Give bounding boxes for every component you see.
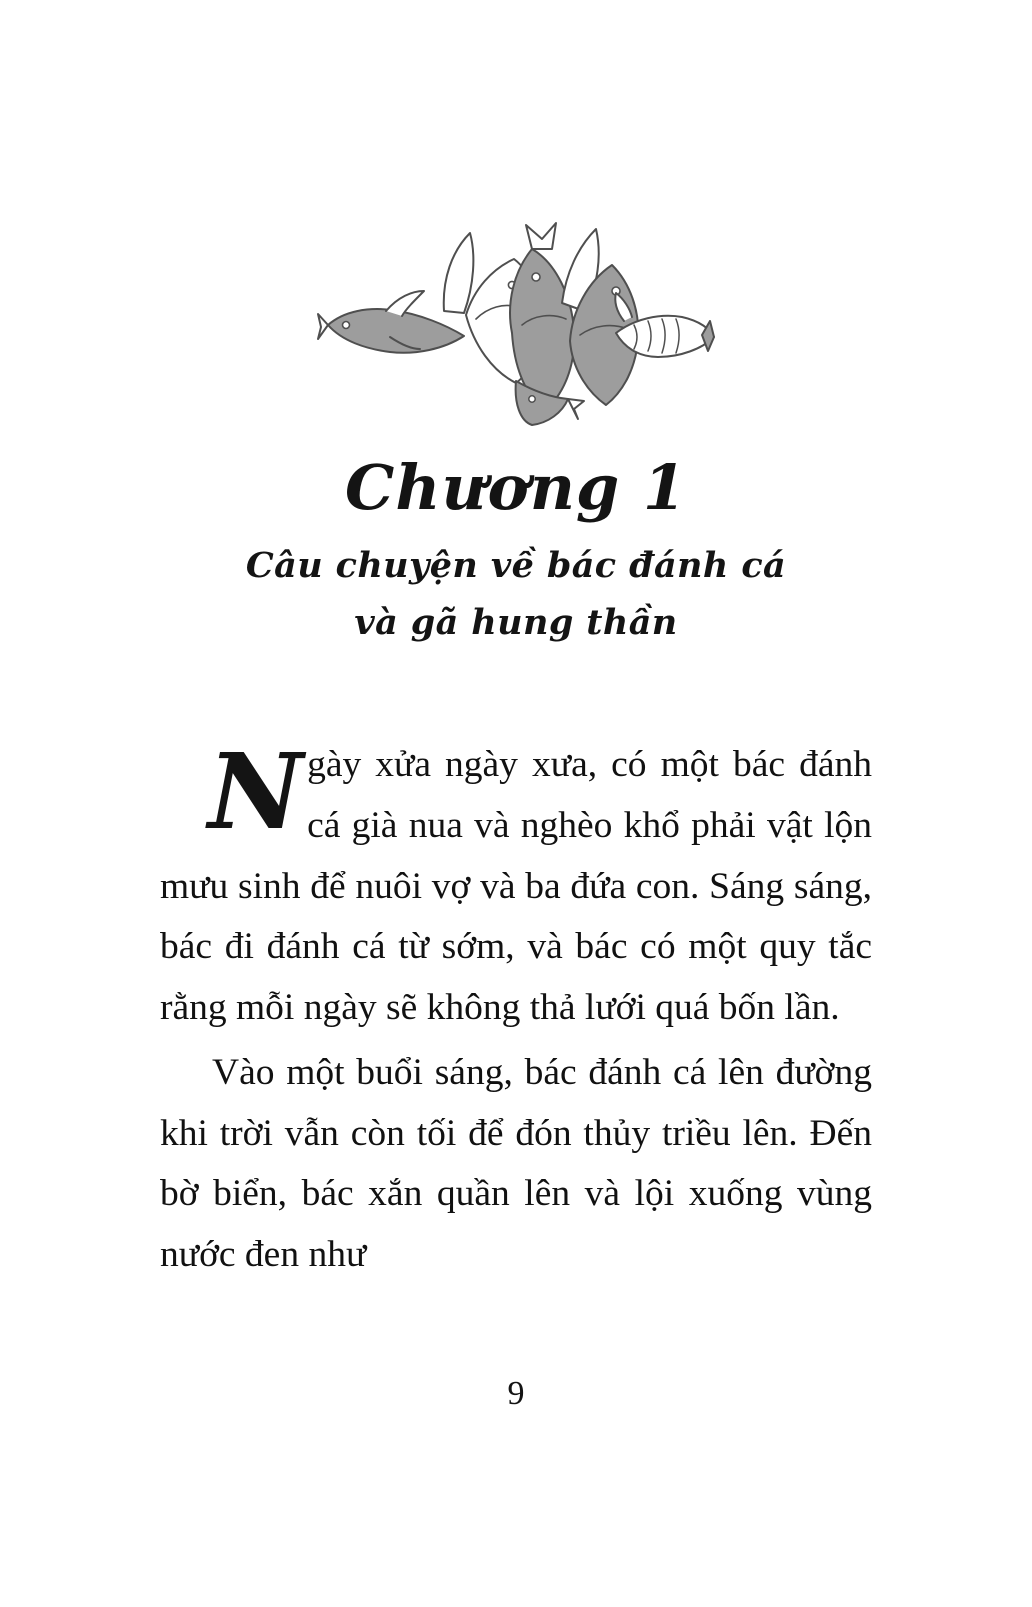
page-number: 9 (507, 1375, 525, 1412)
chapter-number: Chương 1 (344, 451, 687, 524)
body-text (160, 730, 872, 1286)
paragraph-1 (160, 730, 872, 1039)
fish-cluster-svg (316, 215, 716, 430)
paragraph-1-text: gày xửa ngày xưa, có một bác đánh cá già nua và nghèo khổ phải vật lộn mưu sinh để nuôi vợ và ba đứa con. Sáng sáng, bác đi đánh cá từ sớm, và bác có một quy tắc rằng mỗi ngày sẽ không thả lưới quá bốn lần. (160, 744, 872, 1028)
chapter-title-line-1: Câu chuyện về bác đánh cá (245, 545, 787, 587)
fish-cluster-illustration (0, 215, 1032, 430)
chapter-title-line-2: và gã hung thần (354, 601, 678, 643)
drop-cap: N (208, 730, 304, 853)
chapter-heading (0, 451, 1032, 651)
paragraph-2: Vào một buổi sáng, bác đánh cá lên đường khi trời vẫn còn tối để đón thủy triều lên. Đến bờ biển, bác xắn quần lên và lội xuống vùng nước đen như (160, 1051, 872, 1275)
chapter-title (0, 538, 1032, 651)
